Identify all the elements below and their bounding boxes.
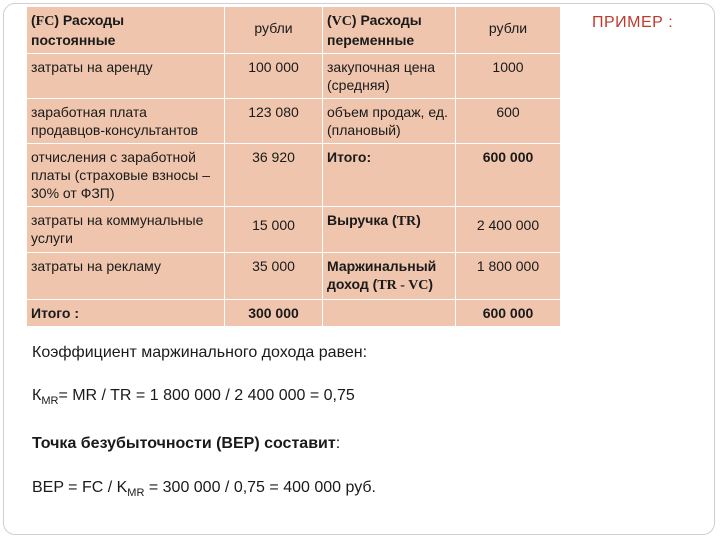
fc-value: 35 000: [225, 253, 323, 300]
fc-title-line1: Расходы: [62, 12, 125, 28]
fc-value: 36 920: [225, 144, 323, 207]
bep-rest: = 300 000 / 0,75 = 400 000 руб.: [144, 479, 376, 496]
vc-title-line1: Расходы: [360, 12, 422, 28]
table-row: [27, 253, 561, 300]
tr-code: TR: [396, 214, 417, 229]
vc-label: Маржинальный доход (TR - VC): [323, 253, 456, 300]
vc-label: Выручка (TR): [323, 207, 456, 253]
kmr-k: К: [32, 387, 42, 404]
vc-value: 600: [456, 99, 561, 144]
table-row: [27, 54, 561, 99]
vc-title-line2: переменные: [327, 32, 415, 48]
fc-label: затраты на рекламу: [27, 253, 225, 300]
fc-value: 15 000: [225, 207, 323, 253]
bep-prefix: BEP = FC / K: [32, 479, 128, 496]
vc-code: VC: [331, 14, 352, 29]
table-row: [27, 207, 561, 253]
table-row: [27, 144, 561, 207]
fc-unit-header: рубли: [225, 7, 323, 54]
vc-label: закупочная цена (средняя): [323, 54, 456, 99]
margin-code: TR - VC: [377, 278, 429, 293]
fc-code: FC: [35, 14, 55, 29]
cost-table: [26, 6, 561, 327]
fc-value: 123 080: [225, 99, 323, 144]
fc-title-line2: постоянные: [31, 32, 116, 48]
vc-header: (VC) Расходы переменные: [323, 7, 456, 54]
kmr-formula: [32, 386, 355, 411]
fc-label: затраты на коммунальные услуги: [27, 207, 225, 253]
vc-value: 2 400 000: [456, 207, 561, 253]
bep-caption-text: Точка безубыточности (BEP) составит: [32, 435, 336, 452]
vc-label-text: Выручка: [327, 212, 389, 228]
vc-value: 1000: [456, 54, 561, 99]
table-header-row: [27, 7, 561, 54]
fc-label: Итого :: [27, 300, 225, 327]
table-total-row: [27, 300, 561, 327]
vc-label-text: Маржинальный доход: [327, 258, 437, 292]
vc-value: 600 000: [456, 144, 561, 207]
fc-value: 100 000: [225, 54, 323, 99]
fc-label: отчисления с заработной платы (страховые взносы – 30% от ФЗП): [27, 144, 225, 207]
fc-value: 300 000: [225, 300, 323, 327]
table-row: [27, 99, 561, 144]
vc-value: 1 800 000: [456, 253, 561, 300]
bep-formula: [32, 478, 376, 503]
vc-label: объем продаж, ед.(плановый): [323, 99, 456, 144]
bep-colon: :: [335, 435, 341, 452]
fc-label: заработная плата продавцов-консультантов: [27, 99, 225, 144]
vc-label: [323, 300, 456, 327]
fc-label: затраты на аренду: [27, 54, 225, 99]
bep-sub: MR: [127, 487, 145, 499]
vc-unit-header: рубли: [456, 7, 561, 54]
coef-caption: Коэффициент маржинального дохода равен:: [32, 344, 368, 361]
fc-header: (FC) Расходы постоянные: [27, 7, 225, 54]
vc-label: Итого:: [323, 144, 456, 207]
bep-caption: [32, 434, 340, 454]
kmr-sub: MR: [41, 395, 59, 407]
kmr-rest: = MR / TR = 1 800 000 / 2 400 000 = 0,75: [58, 387, 355, 404]
example-tag: ПРИМЕР :: [592, 14, 674, 31]
vc-value: 600 000: [456, 300, 561, 327]
